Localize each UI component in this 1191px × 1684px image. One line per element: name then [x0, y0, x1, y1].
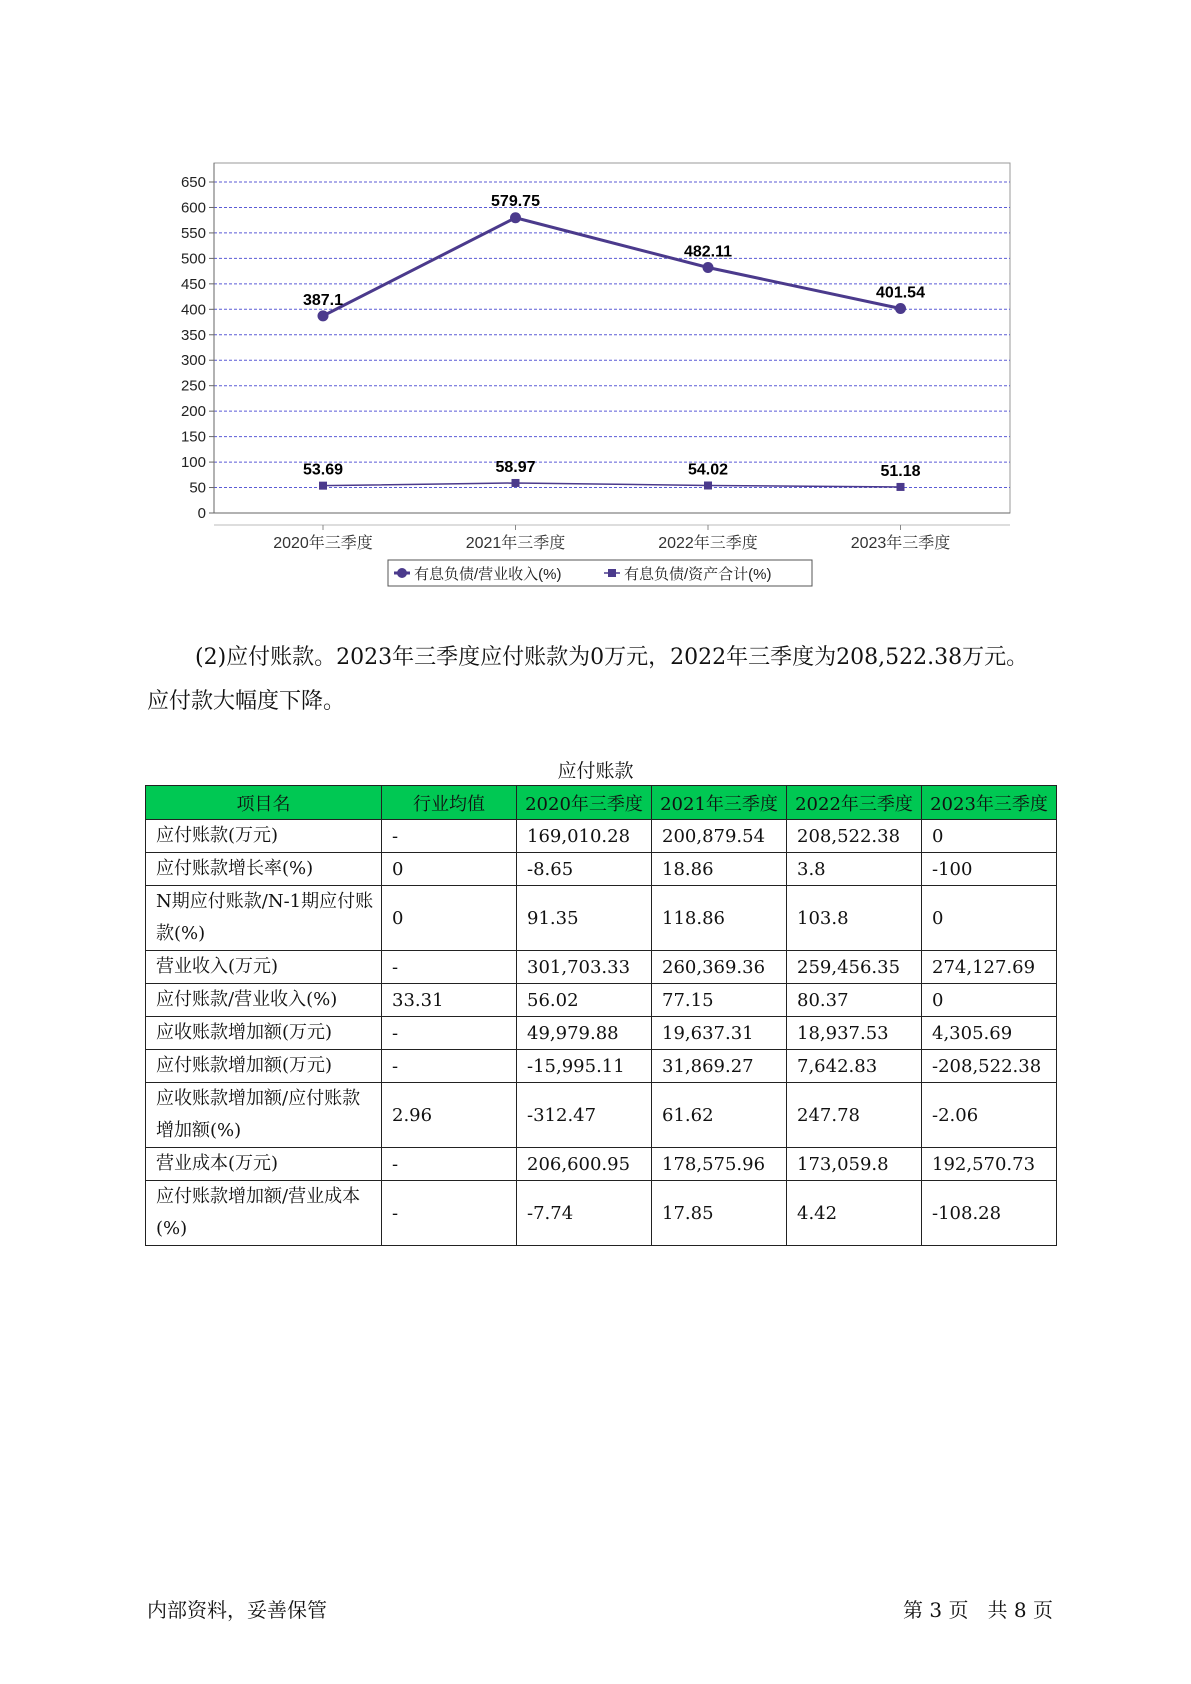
footer-confidential-note: 内部资料，妥善保管	[147, 1598, 327, 1622]
table-cell: 247.78	[787, 1083, 922, 1148]
legend-label: 有息负债/资产合计(%)	[624, 566, 772, 583]
y-tick-label: 250	[180, 377, 206, 395]
table-cell: 118.86	[652, 886, 787, 951]
legend-marker	[608, 569, 616, 577]
y-tick-label: 300	[180, 352, 206, 370]
paragraph-line-2: 应付款大幅度下降。	[147, 689, 346, 714]
table-cell: 7,642.83	[787, 1050, 922, 1083]
table-header-row	[146, 786, 1057, 820]
table-cell: -	[382, 820, 517, 853]
row-label: 应收账款增加额/应付账款增加额(%)	[146, 1083, 382, 1148]
data-label: 387.1	[302, 291, 344, 309]
table-cell: 18.86	[652, 853, 787, 886]
table-cell: -8.65	[517, 853, 652, 886]
y-tick-label: 650	[180, 174, 206, 191]
table-cell: 274,127.69	[922, 951, 1057, 984]
row-label: 应付账款增加额(万元)	[146, 1050, 382, 1083]
table-cell: 18,937.53	[787, 1017, 922, 1050]
payables-table	[145, 785, 1057, 1246]
data-point	[510, 212, 521, 223]
table-cell: 169,010.28	[517, 820, 652, 853]
table-row	[146, 1050, 1057, 1083]
table-cell: -	[382, 1148, 517, 1181]
table-cell: 200,879.54	[652, 820, 787, 853]
table-cell: 301,703.33	[517, 951, 652, 984]
table-row	[146, 1148, 1057, 1181]
table-caption: 应付账款	[557, 760, 634, 782]
y-tick-label: 500	[180, 250, 206, 268]
col-header: 2022年三季度	[787, 786, 922, 820]
table-cell: 0	[382, 853, 517, 886]
data-label: 58.97	[495, 458, 536, 476]
row-label: 应付账款增加额/营业成本(%)	[146, 1181, 382, 1246]
table-row	[146, 1017, 1057, 1050]
table-cell: -	[382, 951, 517, 984]
table-cell: 178,575.96	[652, 1148, 787, 1181]
x-tick-label: 2023年三季度	[850, 535, 951, 552]
table-row	[146, 820, 1057, 853]
row-label: 应付账款/营业收入(%)	[146, 984, 382, 1017]
legend-label: 有息负债/营业收入(%)	[414, 566, 562, 583]
x-tick-label: 2021年三季度	[465, 535, 566, 552]
table-row	[146, 1181, 1057, 1246]
row-label: 营业收入(万元)	[146, 951, 382, 984]
table-cell: 192,570.73	[922, 1148, 1057, 1181]
table-cell: 56.02	[517, 984, 652, 1017]
y-tick-label: 200	[180, 403, 206, 421]
data-point	[319, 482, 327, 490]
table-cell: 259,456.35	[787, 951, 922, 984]
table-row	[146, 886, 1057, 951]
data-label: 54.02	[687, 461, 729, 479]
table-cell: 77.15	[652, 984, 787, 1017]
data-point	[897, 483, 905, 491]
table-cell: -312.47	[517, 1083, 652, 1148]
table-cell: 0	[922, 984, 1057, 1017]
data-point	[512, 479, 520, 487]
table-cell: 49,979.88	[517, 1017, 652, 1050]
table-cell: -	[382, 1017, 517, 1050]
table-cell: -108.28	[922, 1181, 1057, 1246]
data-label: 401.54	[876, 284, 925, 302]
table-cell: 80.37	[787, 984, 922, 1017]
data-point	[704, 481, 712, 489]
row-label: 应付账款(万元)	[146, 820, 382, 853]
data-label: 482.11	[683, 243, 733, 261]
paragraph-line-1: (2)应付账款。2023年三季度应付账款为0万元，2022年三季度为208,522.38万元。	[195, 645, 1029, 670]
table-row	[146, 951, 1057, 984]
table-cell: 208,522.38	[787, 820, 922, 853]
table-cell: 4,305.69	[922, 1017, 1057, 1050]
table-cell: -100	[922, 853, 1057, 886]
y-tick-label: 100	[180, 454, 206, 472]
data-label: 53.69	[302, 461, 344, 479]
table-cell: 31,869.27	[652, 1050, 787, 1083]
table-cell: -	[382, 1181, 517, 1246]
table-cell: 17.85	[652, 1181, 787, 1246]
data-label: 51.18	[880, 462, 921, 480]
table-row	[146, 984, 1057, 1017]
table-cell: 3.8	[787, 853, 922, 886]
table-cell: 0	[922, 886, 1057, 951]
legend-marker	[397, 568, 407, 578]
col-header: 2023年三季度	[922, 786, 1057, 820]
table-cell: 91.35	[517, 886, 652, 951]
table-row	[146, 1083, 1057, 1148]
y-tick-label: 450	[180, 275, 206, 293]
row-label: N期应付账款/N-1期应付账款(%)	[146, 886, 382, 951]
table-cell: 0	[382, 886, 517, 951]
row-label: 营业成本(万元)	[146, 1148, 382, 1181]
y-tick-label: 550	[180, 224, 206, 242]
col-header: 2021年三季度	[652, 786, 787, 820]
plot-area	[214, 163, 1010, 513]
paragraph	[147, 636, 1059, 724]
table-cell: -7.74	[517, 1181, 652, 1246]
data-point	[703, 262, 714, 273]
footer-page-number: 第 3 页 共 8 页	[903, 1598, 1053, 1622]
data-point	[318, 310, 329, 321]
y-tick-label: 400	[180, 301, 206, 319]
y-tick-label: 150	[180, 428, 206, 446]
table-cell: 19,637.31	[652, 1017, 787, 1050]
data-point	[895, 303, 906, 314]
row-label: 应收账款增加额(万元)	[146, 1017, 382, 1050]
table-cell: 33.31	[382, 984, 517, 1017]
table-cell: 260,369.36	[652, 951, 787, 984]
table-cell: 61.62	[652, 1083, 787, 1148]
table-cell: 103.8	[787, 886, 922, 951]
table-cell: -2.06	[922, 1083, 1057, 1148]
y-tick-label: 600	[180, 199, 206, 217]
table-cell: 206,600.95	[517, 1148, 652, 1181]
table-cell: 173,059.8	[787, 1148, 922, 1181]
y-tick-label: 0	[197, 505, 206, 522]
table-cell: -	[382, 1050, 517, 1083]
table-cell: -15,995.11	[517, 1050, 652, 1083]
row-label: 应付账款增长率(%)	[146, 853, 382, 886]
table-cell: 0	[922, 820, 1057, 853]
table-cell: -208,522.38	[922, 1050, 1057, 1083]
data-label: 579.75	[491, 192, 540, 210]
col-header: 项目名	[146, 786, 382, 820]
table-cell: 2.96	[382, 1083, 517, 1148]
table-cell: 4.42	[787, 1181, 922, 1246]
x-tick-label: 2022年三季度	[658, 535, 758, 552]
x-tick-label: 2020年三季度	[273, 535, 373, 552]
col-header: 2020年三季度	[517, 786, 652, 820]
y-tick-label: 50	[189, 479, 206, 497]
table-row	[146, 853, 1057, 886]
y-tick-label: 350	[180, 326, 206, 344]
line-chart	[0, 0, 1191, 600]
col-header: 行业均值	[382, 786, 517, 820]
